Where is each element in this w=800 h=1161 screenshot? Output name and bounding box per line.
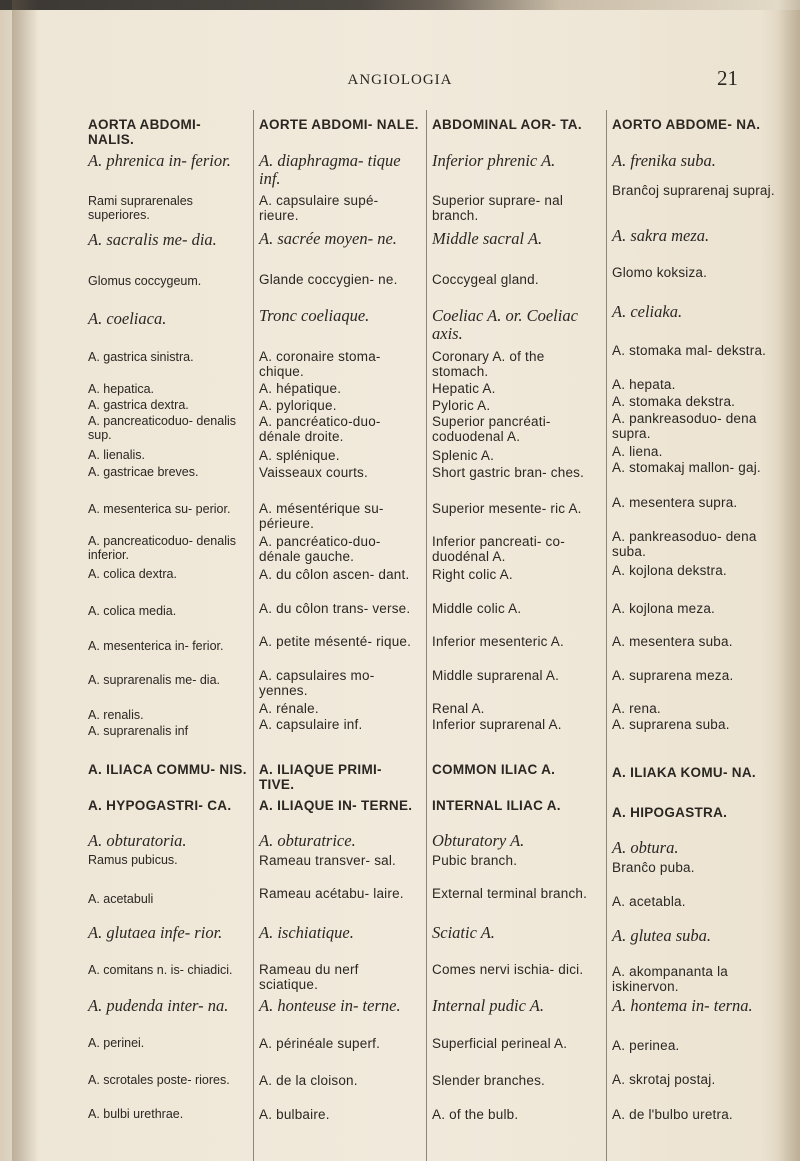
entry: A. ILIACA COMMU- NIS. [88,762,247,777]
entry: A. kojlona meza. [612,601,715,616]
entry: A. HIPOGASTRA. [612,805,728,820]
entry: A. acetabuli [88,892,154,906]
entry: A. gastricae breves. [88,465,199,479]
running-title: ANGIOLOGIA [347,72,453,88]
entry: A. frenika suba. [612,151,716,170]
entry: A. celiaka. [612,302,683,321]
entry: A. de l'bulbo uretra. [612,1107,733,1122]
entry: A. acetabla. [612,894,686,909]
entry: A. pylorique. [259,398,337,413]
entry: Inferior phrenic A. [432,151,556,170]
entry: A. bulbi urethrae. [88,1107,184,1121]
entry: A. of the bulb. [432,1107,519,1122]
entry: External terminal branch. [432,886,588,901]
entry: Slender branches. [432,1073,545,1088]
entry: A. mesentera supra. [612,495,738,510]
entry: A. pancreaticoduo- denalis sup. [88,414,237,442]
entry: A. splénique. [259,448,340,463]
entry: A. coronaire stoma- chique. [259,349,381,380]
entry: A. du côlon ascen- dant. [259,567,410,582]
entry: Superficial perineal A. [432,1036,568,1051]
entry: A. honteuse in- terne. [259,996,401,1015]
entry: A. ILIAQUE IN- TERNE. [259,798,413,813]
entry: A. pancréatico-duo- dénale droite. [259,414,381,445]
entry: COMMON ILIAC A. [432,762,556,777]
entry: A. suprarenalis inf [88,724,189,738]
page-top-edge [0,0,800,10]
entry: Inferior pancreati- co-duodénal A. [432,534,565,565]
entry: A. bulbaire. [259,1107,330,1122]
entry: A. lienalis. [88,448,145,462]
entry: A. glutea suba. [612,926,711,945]
entry: Glande coccygien- ne. [259,272,398,287]
entry: A. stomaka mal- dekstra. [612,343,767,358]
entry: Vaisseaux courts. [259,465,368,480]
entry: Splenic A. [432,448,495,463]
entry: A. mesenterica in- ferior. [88,639,224,653]
entry: A. ILIAKA KOMU- NA. [612,765,756,780]
entry: AORTE ABDOMI- NALE. [259,117,419,132]
entry: Renal A. [432,701,485,716]
entry: Coccygeal gland. [432,272,539,287]
entry: A. pankreasoduo- dena suba. [612,529,757,560]
entry: Right colic A. [432,567,513,582]
entry: A. pankreasoduo- dena supra. [612,411,757,442]
entry: Ramus pubicus. [88,853,178,867]
entry: A. skrotaj postaj. [612,1072,716,1087]
entry: A. suprarenalis me- dia. [88,673,221,687]
entry: A. capsulaire supé- rieure. [259,193,379,224]
entry: Superior pancréati- coduodenal A. [432,414,551,445]
glossary-columns [0,110,800,1161]
entry: Sciatic A. [432,923,495,942]
entry: A. renalis. [88,708,144,722]
entry: A. stomaka dekstra. [612,394,736,409]
entry: Tronc coeliaque. [259,306,370,325]
entry: A. ILIAQUE PRIMI- TIVE. [259,762,382,793]
entry: A. ischiatique. [259,923,354,942]
entry: INTERNAL ILIAC A. [432,798,561,813]
entry: A. suprarena meza. [612,668,734,683]
entry: A. du côlon trans- verse. [259,601,411,616]
entry: Glomo koksiza. [612,265,708,280]
entry: Superior mesente- ric A. [432,501,582,516]
entry: A. gastrica sinistra. [88,350,194,364]
entry: A. rénale. [259,701,319,716]
entry: Pyloric A. [432,398,491,413]
entry: A. stomakaj mallon- gaj. [612,460,761,475]
entry: A. obtura. [612,838,679,857]
entry: A. mésentérique su- périeure. [259,501,384,532]
entry: Obturatory A. [432,831,525,850]
entry: A. scrotales poste- riores. [88,1073,230,1087]
entry: A. périnéale superf. [259,1036,381,1051]
entry: A. mesentera suba. [612,634,733,649]
entry: AORTO ABDOME- NA. [612,117,761,132]
entry: A. colica dextra. [88,567,177,581]
entry: A. petite mésenté- rique. [259,634,412,649]
entry: AORTA ABDOMI- NALIS. [88,117,201,148]
entry: Branĉoj suprarenaj supraj. [612,183,775,198]
entry: A. sakra meza. [612,226,710,245]
entry: A. perinei. [88,1036,145,1050]
entry: A. de la cloison. [259,1073,358,1088]
entry: Comes nervi ischia- dici. [432,962,584,977]
entry: Internal pudic A. [432,996,544,1015]
entry: A. sacrée moyen- ne. [259,229,397,248]
entry: Rameau transver- sal. [259,853,396,868]
entry: A. hepata. [612,377,676,392]
entry: Middle suprarenal A. [432,668,560,683]
entry: A. rena. [612,701,661,716]
page-number: 21 [717,66,738,90]
entry: Middle sacral A. [432,229,543,248]
entry: Middle colic A. [432,601,522,616]
entry: Pubic branch. [432,853,518,868]
entry: Short gastric bran- ches. [432,465,585,480]
entry: A. suprarena suba. [612,717,730,732]
entry: A. obturatoria. [88,831,187,850]
entry: ABDOMINAL AOR- TA. [432,117,582,132]
entry: A. phrenica in- ferior. [88,151,231,170]
entry: A. akompananta la iskinervon. [612,964,728,995]
entry: A. capsulaire inf. [259,717,363,732]
entry: Rami suprarenales superiores. [88,194,193,222]
entry: A. capsulaires mo- yennes. [259,668,375,699]
entry: Glomus coccygeum. [88,274,202,288]
entry: A. mesenterica su- perior. [88,502,231,516]
entry: A. colica media. [88,604,177,618]
entry: Coronary A. of the stomach. [432,349,545,380]
entry: A. liena. [612,444,663,459]
entry: A. comitans n. is- chiadici. [88,963,233,977]
entry: Hepatic A. [432,381,496,396]
entry: A. hontema in- terna. [612,996,753,1015]
entry: Coeliac A. or. Coeliac axis. [432,306,578,344]
entry: A. diaphragma- tique inf. [259,151,401,189]
entry: Inferior mesenteric A. [432,634,564,649]
entry: Rameau du nerf sciatique. [259,962,359,993]
entry: A. pancreaticoduo- denalis inferior. [88,534,237,562]
page-header [0,66,800,96]
entry: Rameau acétabu- laire. [259,886,404,901]
entry: A. gastrica dextra. [88,398,189,412]
entry: Branĉo puba. [612,860,695,875]
entry: A. coeliaca. [88,309,167,328]
entry: A. HYPOGASTRI- CA. [88,798,232,813]
entry: Inferior suprarenal A. [432,717,562,732]
entry: A. pudenda inter- na. [88,996,229,1015]
entry: A. pancréatico-duo- dénale gauche. [259,534,381,565]
entry: A. kojlona dekstra. [612,563,727,578]
entry: A. glutaea infe- rior. [88,923,223,942]
entry: A. hepatica. [88,382,155,396]
entry: A. perinea. [612,1038,680,1053]
entry: Superior suprare- nal branch. [432,193,564,224]
entry: A. sacralis me- dia. [88,230,217,249]
entry: A. hépatique. [259,381,342,396]
entry: A. obturatrice. [259,831,356,850]
